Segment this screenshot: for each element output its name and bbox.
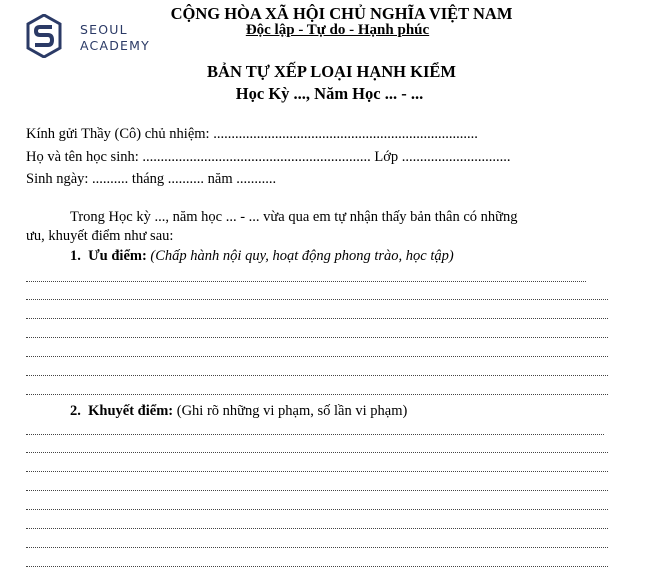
answer-line (26, 337, 608, 338)
answer-line (26, 528, 608, 529)
answer-line (26, 566, 608, 567)
motto (0, 22, 655, 39)
document-subtitle: Học Kỳ ..., Năm Học ... - ... (235, 84, 424, 103)
answer-line (26, 509, 608, 510)
intro-line-1: Trong Học kỳ ..., năm học ... - ... vừa qua em tự nhận thấy bản thân có những (70, 209, 518, 225)
motto-text: Độc lập - Tự do - Hạnh phúc (245, 22, 430, 38)
answer-line (26, 471, 608, 472)
answer-line (26, 356, 608, 357)
answer-line (26, 547, 608, 548)
nation-heading: CỘNG HÒA XÃ HỘI CHỦ NGHĨA VIỆT NAM (170, 4, 513, 23)
answer-line (26, 434, 604, 435)
answer-line (26, 452, 608, 453)
section-1-number: 1. (70, 248, 81, 264)
section-2-number: 2. (70, 403, 81, 419)
intro-line-2: ưu, khuyết điểm như sau: (26, 228, 174, 244)
answer-line (26, 490, 608, 491)
answer-line (26, 318, 608, 319)
section-1-note: (Chấp hành nội quy, hoạt động phong trào, học tập) (150, 248, 454, 264)
logo-text-line2: ACADEMY (80, 38, 150, 53)
answer-line (26, 281, 586, 282)
section-advantages-heading (70, 248, 454, 265)
answer-line (26, 299, 608, 300)
section-2-note: (Ghi rõ những vi phạm, số lần vi phạm) (176, 403, 408, 419)
section-2-label: Khuyết điểm: (88, 403, 174, 419)
teacher-field: Kính gửi Thầy (Cô) chủ nhiệm: ......................................................................... (26, 126, 478, 142)
logo-text-line1: SEOUL (80, 22, 128, 37)
answer-line (26, 394, 608, 395)
section-1-label: Ưu điểm: (88, 248, 147, 264)
answer-line (26, 375, 608, 376)
birth-field: Sinh ngày: .......... tháng .......... năm ........... (26, 171, 277, 187)
document-title: BẢN TỰ XẾP LOẠI HẠNH KIỂM (207, 62, 456, 81)
student-field: Họ và tên học sinh: ............................................................... Lớp .............................. (26, 149, 511, 165)
section-disadvantages-heading (70, 403, 407, 420)
